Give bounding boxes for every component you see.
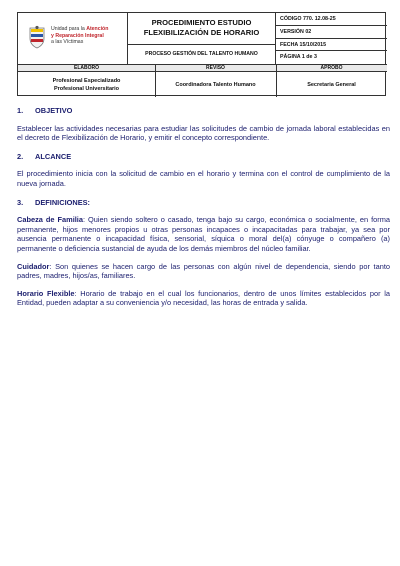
document-version: VERSIÓN 02: [276, 26, 387, 39]
logo-text: Unidad para la Atención y Reparación Integral a las Víctimas: [51, 26, 109, 46]
section-title-objetivo: 1. OBJETIVO: [17, 106, 73, 115]
document-title: PROCEDIMIENTO ESTUDIO FLEXIBILIZACIÓN DE HORARIO: [128, 13, 276, 45]
definition-cabeza-de-familia: Cabeza de Familia: Quien siendo soltero o casado, tenga bajo su cargo, económica o socialmente, en forma permanente, hijos menores propios u otras personas incapaces o incapacitadas para trabajar, ya sea por ausencia permanente o incapacidad física, sensorial, síquica o moral del(a) cónyuge o compañero (a) permanente o deficiencia sustancial de ayuda de los demás miembros del núcleo familiar.: [17, 215, 391, 253]
definition-cuidador: Cuidador: Son quienes se hacen cargo de las personas con algún nivel de dependencia, siendo por tanto padres, madres, hijos/as, familiares.: [17, 261, 390, 281]
document-header-table: [17, 12, 386, 96]
document-meta: [276, 13, 387, 64]
elaboro-value: Profesional Especializado Profesional Universitario: [52, 77, 121, 92]
reviso-label: REVISÓ: [206, 65, 225, 71]
reviso-value: Coordinadora Talento Humano: [175, 81, 256, 88]
aprobo-value: Secretaria General: [307, 81, 356, 88]
section-title-definiciones: 3. DEFINICIONES:: [17, 197, 91, 207]
logo-cell: [18, 13, 128, 64]
roles-header-row: [18, 64, 387, 72]
document-code: CÓDIGO 770. 12.08-25: [276, 13, 387, 26]
roles-row: [18, 72, 387, 97]
divider: [155, 64, 156, 97]
alcance-text: El procedimiento inicia con la solicitud de cambio en el horario y termina con el control de cumplimiento de la nueva jornada.: [17, 169, 390, 188]
coat-of-arms-icon: [27, 25, 47, 49]
document-body: [17, 106, 390, 316]
section-title-alcance: 2. ALCANCE: [17, 151, 72, 161]
document-page-number: PÁGINA 1 de 3: [280, 54, 317, 61]
process-name: PROCESO GESTIÓN DEL TALENTO HUMANO: [128, 45, 276, 64]
divider: [276, 64, 277, 97]
definition-horario-flexible: Horario Flexible: Horario de trabajo en el cual los funcionarios, dentro de unos límites establecidos por la Entidad, pueden adaptar a su conveniencia y/o necesidad, las horas de entrada y salida.: [17, 288, 390, 308]
aprobo-label: APROBÓ: [320, 65, 343, 71]
elaboro-label: ELABORÓ: [74, 65, 99, 71]
objetivo-text: Establecer las actividades necesarias para estudiar las solicitudes de cambio de jornada laboral establecidas en el decreto de Flexibilización de Horario, y emitir el concepto correspondiente.: [17, 123, 390, 143]
document-date: FECHA 15/10/2015: [276, 39, 387, 52]
